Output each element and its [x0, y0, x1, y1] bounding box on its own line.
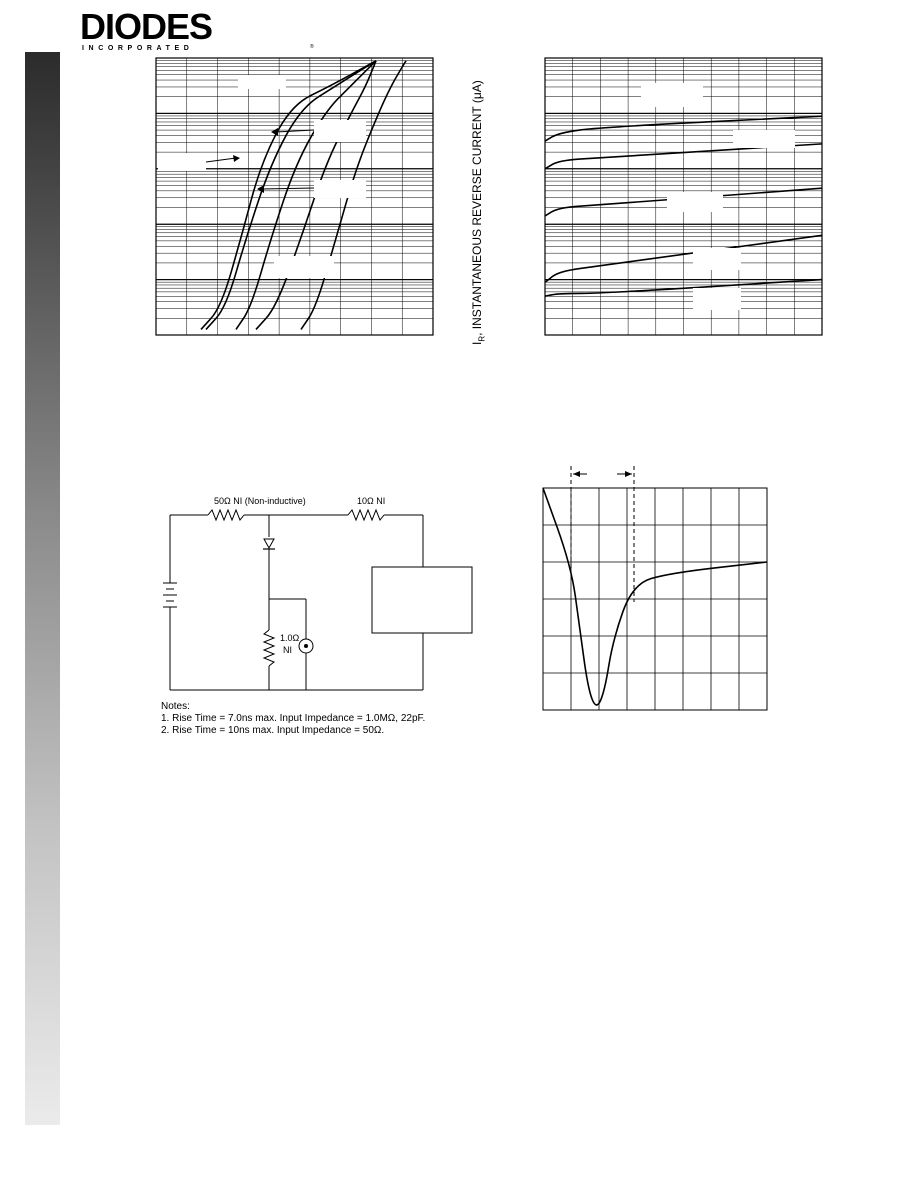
label-mask [238, 75, 286, 89]
label-mask [314, 120, 366, 142]
logo-subtitle: INCORPORATED [82, 45, 194, 52]
notes-line-1: 1. Rise Time = 7.0ns max. Input Impedance = 1.0MΩ, 22pF. [161, 713, 426, 724]
label-mask [641, 83, 703, 107]
diode-symbol [264, 539, 274, 548]
notes-title: Notes: [161, 701, 190, 712]
forward-characteristics-chart [156, 58, 433, 335]
side-band [25, 52, 60, 1125]
resistor-1-label-b: NI [283, 645, 292, 655]
company-logo [80, 6, 314, 54]
plot-frame [156, 58, 433, 335]
test-circuit-diagram [160, 495, 480, 695]
trademark-mark: ® [310, 44, 314, 50]
label-mask [667, 192, 723, 212]
circuit-notes [161, 701, 425, 737]
resistor-10-ohm [348, 510, 384, 520]
battery-symbol [163, 583, 177, 607]
label-mask [158, 153, 206, 171]
reverse-current-axis-label: $I_R$, INSTANTANEOUS REVERSE CURRENT (μA) [470, 80, 487, 345]
trr-arrow-left [573, 471, 580, 477]
label-mask [587, 466, 617, 480]
label-mask [693, 288, 741, 310]
reverse-recovery-waveform [543, 462, 769, 712]
resistor-1-ohm [264, 630, 274, 666]
resistor-50-label: 50Ω NI (Non-inductive) [214, 496, 306, 506]
notes-line-2: 2. Rise Time = 10ns max. Input Impedance = 50Ω. [161, 725, 385, 736]
resistor-50-ohm [208, 510, 244, 520]
logo-wordmark: DIODES [80, 6, 213, 47]
label-mask [314, 180, 366, 198]
label-mask [274, 256, 334, 278]
trr-arrow-right [625, 471, 632, 477]
resistor-10-label: 10Ω NI [357, 496, 386, 506]
resistor-1-label-a: 1.0Ω [280, 633, 300, 643]
oscilloscope-box [372, 567, 472, 633]
label-mask [733, 130, 795, 148]
reverse-current-chart [545, 58, 822, 335]
label-mask [693, 248, 741, 270]
